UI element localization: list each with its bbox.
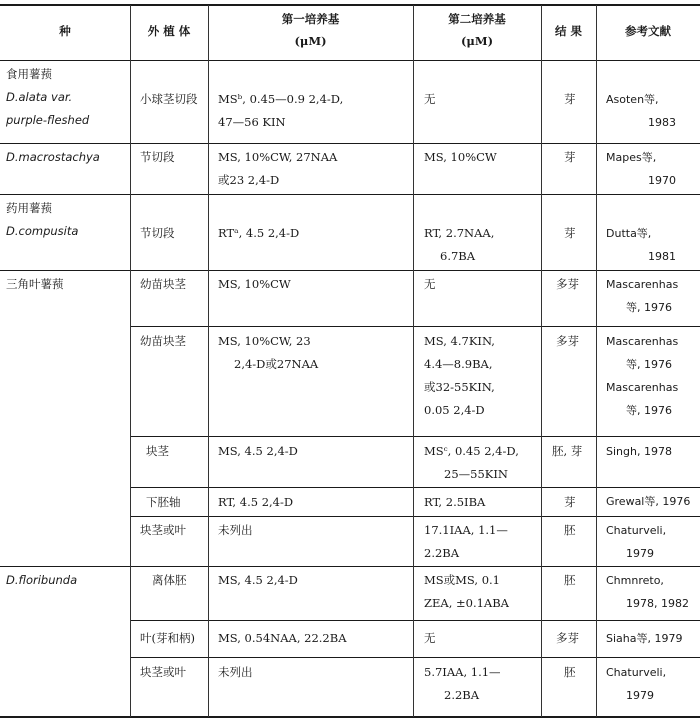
species-cell (6, 197, 78, 243)
medium2-line: MSᶜ, 0.45 2,4-D, (424, 444, 519, 458)
reference-line: Singh, 1978 (606, 445, 672, 458)
medium2-cell (424, 88, 436, 111)
medium1-line: MS, 10%CW, 23 (218, 334, 311, 348)
reference-line: 1979 (626, 547, 654, 560)
medium2-line: MS, 10%CW (424, 150, 497, 164)
medium1-cell (218, 330, 318, 376)
medium1-line: MSᵇ, 0.45—0.9 2,4-D, (218, 92, 344, 106)
explant-cell: 小球茎切段 (140, 92, 198, 106)
medium2-line: 5.7IAA, 1.1— (424, 665, 501, 679)
result-cell: 多芽 (556, 631, 579, 645)
medium1-cell (218, 627, 347, 650)
medium2-cell (424, 273, 436, 296)
species-line: 食用薯蓣 (6, 67, 52, 81)
explant-cell: 块茎或叶 (140, 523, 186, 537)
explant-cell: 节切段 (140, 226, 175, 240)
medium1-line: RTᵃ, 4.5 2,4-D (218, 226, 300, 240)
medium2-cell (424, 491, 485, 513)
reference-line: Grewal等, 1976 (606, 495, 691, 508)
medium2-line: MS或MS, 0.1 (424, 573, 500, 587)
result-cell: 芽 (564, 150, 576, 164)
sub-row-rule (130, 326, 700, 327)
reference-cell (606, 330, 678, 422)
medium2-cell (424, 661, 501, 707)
explant-cell: 节切段 (140, 150, 175, 164)
medium2-line: 2.2BA (444, 688, 480, 702)
medium1-line: 或23 2,4-D (218, 173, 280, 187)
medium2-line: ZEA, ±0.1ABA (424, 596, 509, 610)
medium2-line: RT, 2.7NAA, (424, 226, 495, 240)
row-rule (0, 566, 700, 567)
header-species: 种 (59, 24, 71, 38)
reference-line: 1970 (648, 174, 676, 187)
medium2-line: 25—55KIN (444, 467, 508, 481)
explant-cell: 叶(芽和柄) (140, 631, 195, 645)
column-rule (541, 5, 542, 717)
medium1-cell (218, 661, 253, 684)
reference-cell (606, 627, 682, 650)
reference-line: Siaha等, 1979 (606, 632, 683, 645)
reference-line: 1983 (648, 116, 676, 129)
result-cell: 胚 (564, 523, 576, 537)
medium2-cell (424, 330, 495, 422)
species-cell (6, 63, 89, 132)
medium2-line: 17.1IAA, 1.1— (424, 523, 508, 537)
row-rule (0, 270, 700, 271)
reference-line: 等, 1976 (626, 301, 672, 314)
reference-cell (606, 222, 676, 268)
sub-row-rule (130, 657, 700, 658)
medium1-line: 未列出 (218, 665, 253, 679)
header-medium2 (413, 8, 541, 52)
medium1-cell (218, 146, 337, 192)
medium2-line: 无 (424, 92, 436, 106)
result-cell: 芽 (564, 226, 576, 240)
reference-cell (606, 146, 676, 192)
medium2-line: 或32-55KIN, (424, 380, 495, 394)
reference-line: Mascarenhas (606, 381, 679, 394)
header-result: 结 果 (554, 24, 582, 38)
medium1-cell (218, 491, 293, 513)
explant-cell: 幼苗块茎 (140, 334, 186, 348)
reference-line: 等, 1976 (626, 358, 672, 371)
medium2-cell (424, 519, 508, 565)
medium2-line: MS, 4.7KIN, (424, 334, 495, 348)
reference-cell (606, 491, 690, 513)
medium1-line: 2,4-D或27NAA (234, 357, 319, 371)
medium2-line: 无 (424, 277, 436, 291)
medium2-cell (424, 146, 497, 169)
result-cell: 多芽 (556, 277, 579, 291)
reference-cell (606, 273, 678, 319)
medium2-cell (424, 569, 509, 615)
result-cell: 芽 (564, 92, 576, 106)
medium2-line: 4.4—8.9BA, (424, 357, 493, 371)
reference-cell (606, 519, 666, 565)
header-reference: 参考文献 (625, 24, 671, 38)
explant-cell: 块茎 (146, 444, 169, 458)
reference-line: Asoten等, (606, 93, 659, 106)
species-line: 药用薯蓣 (6, 201, 52, 215)
medium1-cell (218, 569, 298, 592)
medium1-cell (218, 222, 299, 245)
medium2-line: 0.05 2,4-D (424, 403, 485, 417)
reference-line: Chaturveli, (606, 524, 667, 537)
header-medium2-unit: (μM) (460, 34, 494, 48)
species-line: D.alata var. (6, 90, 73, 104)
explant-cell: 下胚轴 (146, 495, 181, 509)
reference-line: Mascarenhas (606, 335, 679, 348)
medium1-line: 未列出 (218, 523, 253, 537)
reference-cell (606, 569, 689, 615)
column-rule (413, 5, 414, 717)
medium1-line: MS, 4.5 2,4-D (218, 573, 298, 587)
result-cell: 多芽 (556, 334, 579, 348)
medium2-cell (424, 627, 436, 650)
species-cell: D.macrostachya (6, 150, 100, 164)
medium2-line: 2.2BA (424, 546, 460, 560)
column-rule (130, 5, 131, 717)
reference-line: Chmnreto, (606, 574, 664, 587)
reference-line: Mapes等, (606, 151, 657, 164)
sub-row-rule (130, 620, 700, 621)
medium1-line: RT, 4.5 2,4-D (218, 495, 294, 509)
medium2-cell (424, 440, 519, 486)
header-explant: 外 植 体 (147, 24, 191, 38)
reference-line: Dutta等, (606, 227, 652, 240)
reference-cell (606, 661, 666, 707)
header-rule (0, 60, 700, 61)
result-cell: 胚 (564, 665, 576, 679)
reference-cell (606, 88, 676, 134)
reference-line: 等, 1976 (626, 404, 672, 417)
sub-row-rule (130, 436, 700, 437)
species-line: D.compusita (6, 224, 79, 238)
header-medium1-title: 第一培养基 (281, 12, 340, 26)
species-cell: D.floribunda (6, 573, 78, 587)
medium2-line: RT, 2.5IBA (424, 495, 486, 509)
reference-line: 1981 (648, 250, 676, 263)
header-medium2-title: 第二培养基 (448, 12, 506, 26)
header-medium1-unit: (μM) (294, 34, 327, 48)
explant-cell: 幼苗块茎 (140, 277, 186, 291)
column-rule (208, 5, 209, 717)
medium2-cell (424, 222, 494, 268)
reference-line: 1979 (626, 689, 654, 702)
table-top-rule (0, 4, 700, 6)
sub-row-rule (130, 516, 700, 517)
explant-cell: 块茎或叶 (140, 665, 186, 679)
result-cell: 胚, 芽 (552, 444, 583, 458)
row-rule (0, 194, 700, 195)
table-bottom-rule (0, 716, 700, 718)
reference-cell (606, 440, 672, 463)
result-cell: 芽 (564, 495, 576, 509)
medium1-line: MS, 0.54NAA, 22.2BA (218, 631, 347, 645)
species-line: purple-fleshed (6, 113, 90, 127)
medium1-line: 47—56 KIN (218, 115, 286, 129)
sub-row-rule (130, 487, 700, 488)
explant-cell: 离体胚 (152, 573, 187, 587)
column-rule (596, 5, 597, 717)
medium1-cell (218, 440, 298, 463)
medium1-cell (218, 273, 291, 296)
medium2-line: 6.7BA (440, 249, 476, 263)
row-rule (0, 143, 700, 144)
reference-line: Mascarenhas (606, 278, 679, 291)
medium1-line: MS, 10%CW (218, 277, 291, 291)
medium1-line: MS, 10%CW, 27NAA (218, 150, 338, 164)
reference-line: Chaturveli, (606, 666, 667, 679)
medium2-line: 无 (424, 631, 436, 645)
reference-line: 1978, 1982 (626, 597, 689, 610)
medium1-cell (218, 519, 253, 542)
species-cell: 三角叶薯蓣 (6, 277, 64, 291)
result-cell: 胚 (564, 573, 576, 587)
medium1-line: MS, 4.5 2,4-D (218, 444, 298, 458)
header-medium1 (208, 8, 413, 52)
medium1-cell (218, 88, 343, 134)
